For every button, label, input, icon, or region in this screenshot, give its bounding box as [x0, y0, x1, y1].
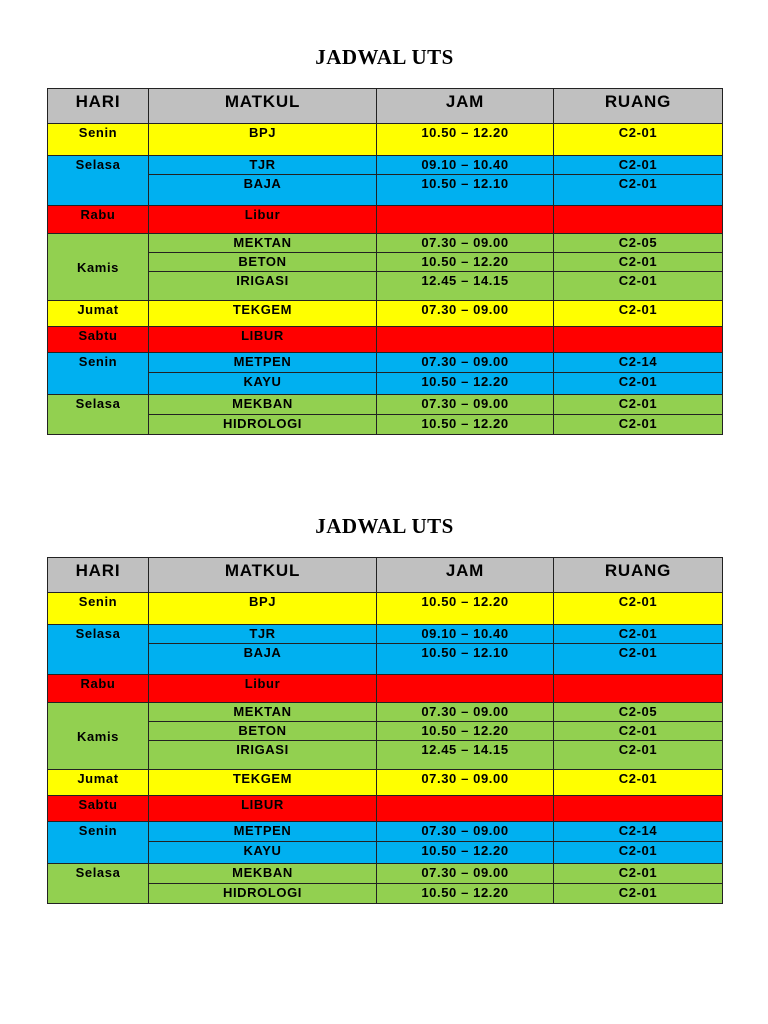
cell-ruang: C2-01: [554, 175, 723, 206]
cell-ruang: C2-01: [554, 884, 723, 904]
cell-matkul: MEKTAN: [149, 703, 377, 722]
cell-matkul: IRIGASI: [149, 272, 377, 301]
cell-ruang: C2-01: [554, 124, 723, 156]
cell-ruang: C2-01: [554, 395, 723, 415]
cell-hari: Sabtu: [48, 796, 149, 822]
cell-matkul: Libur: [149, 675, 377, 703]
table-row: [48, 675, 723, 703]
cell-jam: 07.30 – 09.00: [377, 822, 554, 842]
table-row: [48, 395, 723, 415]
table-row: [48, 796, 723, 822]
schedule-block-1: [47, 42, 722, 435]
cell-ruang: C2-01: [554, 415, 723, 435]
header-hari: HARI: [48, 558, 149, 593]
cell-ruang: C2-01: [554, 593, 723, 625]
table-row: [48, 234, 723, 253]
cell-ruang: C2-05: [554, 703, 723, 722]
cell-jam: 12.45 – 14.15: [377, 741, 554, 770]
cell-hari: Selasa: [48, 395, 149, 435]
cell-matkul: HIDROLOGI: [149, 415, 377, 435]
schedule-body: [48, 124, 723, 435]
cell-jam: 10.50 – 12.20: [377, 884, 554, 904]
table-row: [48, 206, 723, 234]
header-ruang: RUANG: [554, 89, 723, 124]
header-matkul: MATKUL: [149, 89, 377, 124]
cell-hari: Senin: [48, 353, 149, 395]
table-row: [48, 373, 723, 395]
cell-ruang: C2-01: [554, 722, 723, 741]
cell-hari: Kamis: [48, 703, 149, 770]
table-row: [48, 327, 723, 353]
cell-jam: 07.30 – 09.00: [377, 703, 554, 722]
cell-jam: 10.50 – 12.20: [377, 124, 554, 156]
cell-jam: [377, 327, 554, 353]
cell-jam: 10.50 – 12.10: [377, 644, 554, 675]
cell-ruang: C2-05: [554, 234, 723, 253]
table-row: [48, 124, 723, 156]
table-row: [48, 822, 723, 842]
header-row: [48, 558, 723, 593]
cell-ruang: C2-01: [554, 253, 723, 272]
cell-matkul: LIBUR: [149, 327, 377, 353]
header-row: [48, 89, 723, 124]
table-row: [48, 353, 723, 373]
cell-matkul: TJR: [149, 156, 377, 175]
cell-matkul: KAYU: [149, 842, 377, 864]
table-row: [48, 156, 723, 175]
cell-hari: Senin: [48, 822, 149, 864]
cell-ruang: C2-01: [554, 864, 723, 884]
table-row: [48, 593, 723, 625]
cell-matkul: TJR: [149, 625, 377, 644]
cell-hari: Jumat: [48, 301, 149, 327]
cell-ruang: C2-01: [554, 301, 723, 327]
page-title: JADWAL UTS: [315, 514, 454, 538]
cell-jam: 10.50 – 12.20: [377, 415, 554, 435]
cell-jam: 10.50 – 12.20: [377, 842, 554, 864]
cell-ruang: C2-01: [554, 625, 723, 644]
table-row: [48, 741, 723, 770]
cell-ruang: C2-01: [554, 741, 723, 770]
cell-jam: 12.45 – 14.15: [377, 272, 554, 301]
table-row: [48, 703, 723, 722]
cell-jam: 07.30 – 09.00: [377, 353, 554, 373]
cell-matkul: Libur: [149, 206, 377, 234]
cell-matkul: BPJ: [149, 593, 377, 625]
cell-matkul: BAJA: [149, 175, 377, 206]
cell-jam: 07.30 – 09.00: [377, 234, 554, 253]
table-row: [48, 175, 723, 206]
cell-matkul: KAYU: [149, 373, 377, 395]
cell-matkul: MEKBAN: [149, 395, 377, 415]
cell-jam: 07.30 – 09.00: [377, 395, 554, 415]
schedule-table: [47, 88, 723, 435]
header-hari: HARI: [48, 89, 149, 124]
cell-matkul: MEKTAN: [149, 234, 377, 253]
cell-jam: 07.30 – 09.00: [377, 864, 554, 884]
header-jam: JAM: [377, 89, 554, 124]
table-row: [48, 884, 723, 904]
schedule-body: [48, 593, 723, 904]
cell-jam: [377, 206, 554, 234]
cell-matkul: BPJ: [149, 124, 377, 156]
table-row: [48, 625, 723, 644]
cell-jam: [377, 796, 554, 822]
cell-ruang: [554, 796, 723, 822]
cell-hari: Sabtu: [48, 327, 149, 353]
cell-matkul: METPEN: [149, 353, 377, 373]
page-title: JADWAL UTS: [315, 45, 454, 69]
cell-matkul: HIDROLOGI: [149, 884, 377, 904]
schedule-block-2: [47, 511, 722, 904]
cell-matkul: IRIGASI: [149, 741, 377, 770]
cell-hari: Rabu: [48, 675, 149, 703]
cell-ruang: C2-14: [554, 822, 723, 842]
table-row: [48, 864, 723, 884]
cell-ruang: [554, 675, 723, 703]
cell-ruang: C2-01: [554, 770, 723, 796]
cell-ruang: C2-01: [554, 272, 723, 301]
cell-matkul: TEKGEM: [149, 301, 377, 327]
cell-jam: 10.50 – 12.20: [377, 253, 554, 272]
cell-ruang: C2-01: [554, 373, 723, 395]
cell-matkul: BAJA: [149, 644, 377, 675]
header-matkul: MATKUL: [149, 558, 377, 593]
cell-ruang: C2-14: [554, 353, 723, 373]
cell-ruang: [554, 206, 723, 234]
cell-matkul: TEKGEM: [149, 770, 377, 796]
cell-ruang: [554, 327, 723, 353]
cell-jam: 10.50 – 12.20: [377, 722, 554, 741]
cell-hari: Selasa: [48, 864, 149, 904]
header-ruang: RUANG: [554, 558, 723, 593]
table-row: [48, 842, 723, 864]
cell-hari: Jumat: [48, 770, 149, 796]
table-row: [48, 644, 723, 675]
cell-jam: 10.50 – 12.10: [377, 175, 554, 206]
cell-hari: Selasa: [48, 156, 149, 206]
table-row: [48, 415, 723, 435]
cell-jam: 10.50 – 12.20: [377, 593, 554, 625]
cell-hari: Senin: [48, 593, 149, 625]
cell-ruang: C2-01: [554, 842, 723, 864]
schedule-table: [47, 557, 723, 904]
cell-hari: Selasa: [48, 625, 149, 675]
table-row: [48, 301, 723, 327]
cell-hari: Rabu: [48, 206, 149, 234]
cell-jam: 07.30 – 09.00: [377, 770, 554, 796]
table-row: [48, 272, 723, 301]
table-row: [48, 770, 723, 796]
cell-hari: Senin: [48, 124, 149, 156]
cell-matkul: LIBUR: [149, 796, 377, 822]
cell-jam: 09.10 – 10.40: [377, 156, 554, 175]
table-row: [48, 253, 723, 272]
cell-matkul: BETON: [149, 722, 377, 741]
cell-jam: 09.10 – 10.40: [377, 625, 554, 644]
cell-ruang: C2-01: [554, 644, 723, 675]
table-row: [48, 722, 723, 741]
header-jam: JAM: [377, 558, 554, 593]
cell-matkul: MEKBAN: [149, 864, 377, 884]
cell-matkul: BETON: [149, 253, 377, 272]
cell-hari: Kamis: [48, 234, 149, 301]
cell-jam: 10.50 – 12.20: [377, 373, 554, 395]
cell-jam: 07.30 – 09.00: [377, 301, 554, 327]
cell-jam: [377, 675, 554, 703]
cell-ruang: C2-01: [554, 156, 723, 175]
cell-matkul: METPEN: [149, 822, 377, 842]
